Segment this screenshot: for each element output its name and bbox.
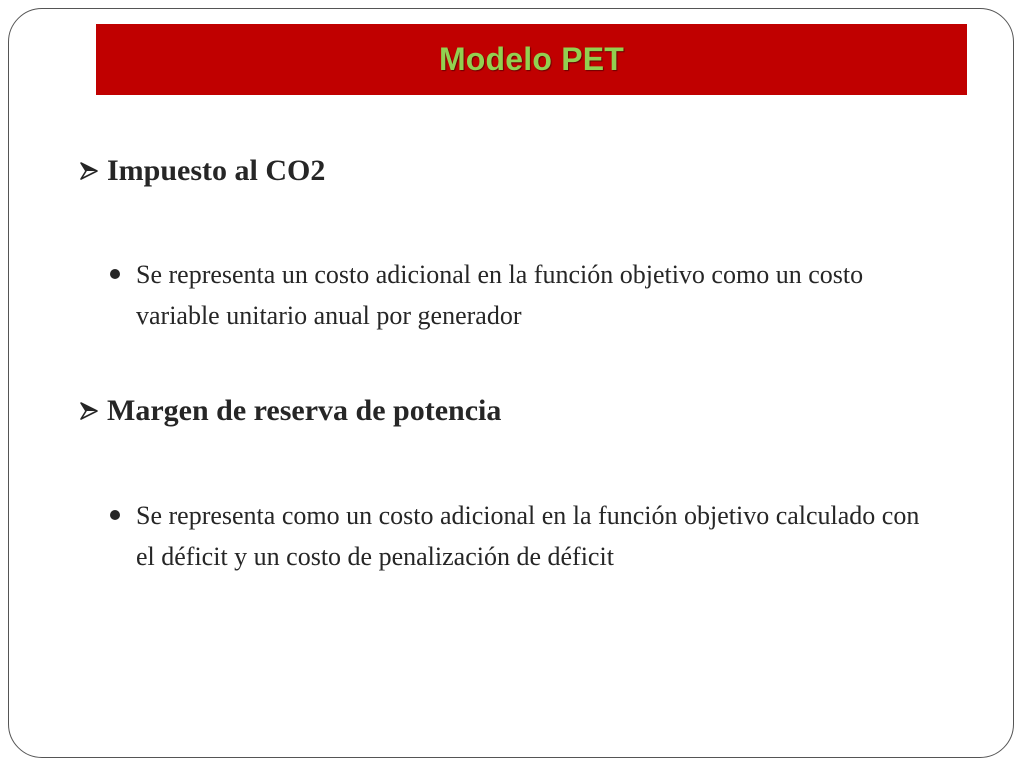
subitem-2-1 bbox=[110, 495, 930, 577]
heading-text: Impuesto al CO2 bbox=[107, 154, 326, 187]
subitem-text: Se representa como un costo adicional en la función objetivo calculado con el déficit y un costo de penalización de déficit bbox=[136, 501, 920, 571]
arrow-bullet-icon bbox=[78, 160, 100, 182]
subitem-1-1 bbox=[110, 254, 930, 336]
subitem-text: Se representa un costo adicional en la función objetivo como un costo variable unitario anual por generador bbox=[136, 260, 864, 330]
dot-bullet-icon bbox=[110, 510, 120, 520]
arrow-bullet-icon bbox=[78, 400, 100, 422]
title-bar bbox=[96, 24, 967, 95]
slide-frame bbox=[8, 8, 1014, 758]
dot-bullet-icon bbox=[110, 269, 120, 279]
heading-text: Margen de reserva de potencia bbox=[107, 394, 502, 427]
heading-item-2 bbox=[78, 394, 501, 428]
slide-title: Modelo PET bbox=[438, 41, 625, 77]
heading-item-1 bbox=[78, 154, 325, 188]
